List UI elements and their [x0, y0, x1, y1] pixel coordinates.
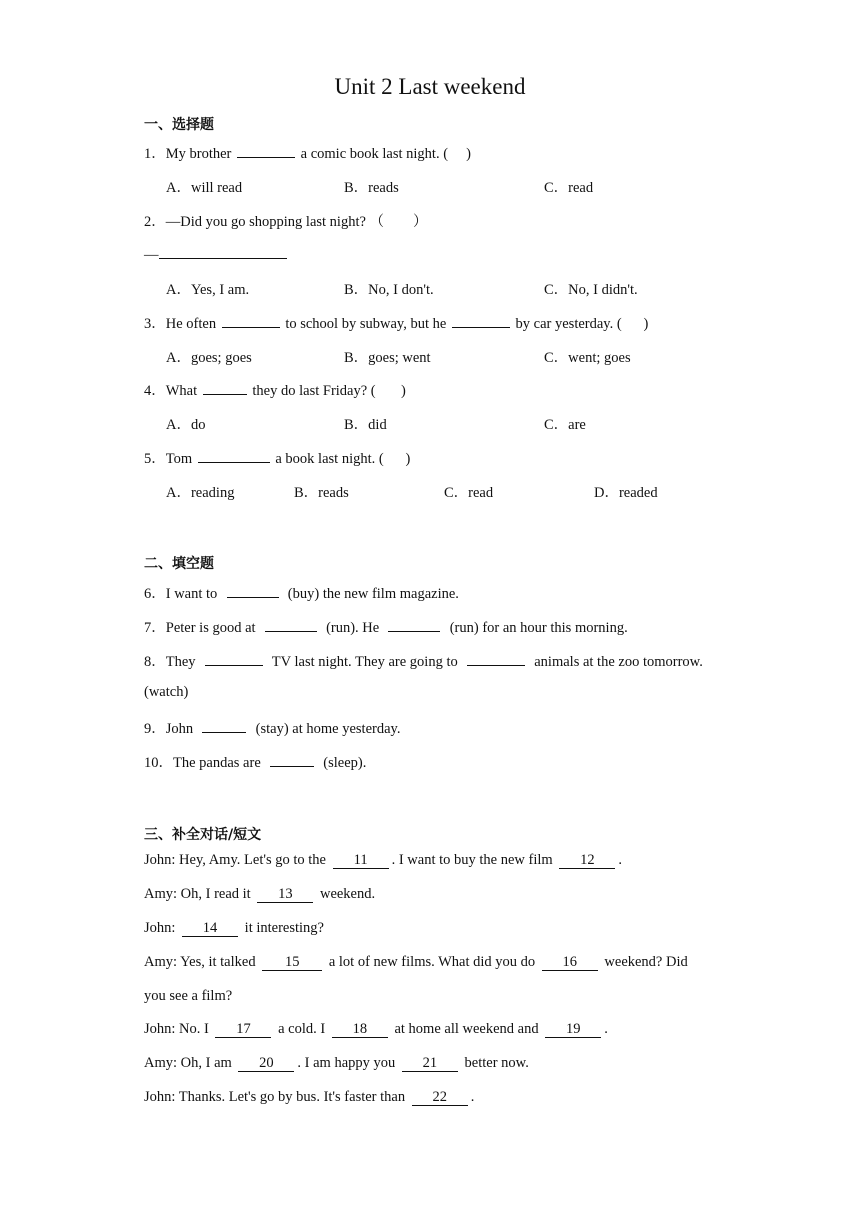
question-8: 8．They TV last night. They are going to animals at the zoo tomorrow. — [144, 650, 703, 671]
option-c[interactable]: C．No, I didn't. — [544, 282, 638, 298]
answer-blank[interactable] — [203, 380, 247, 395]
option-c[interactable]: C．are — [544, 417, 586, 433]
dialogue-line-7: Amy: Oh, I am 20 . I am happy you 21 better now. — [144, 1055, 529, 1071]
dialogue-line-1: John: Hey, Amy. Let's go to the 11 . I want to buy the new film 12 . — [144, 852, 622, 868]
numbered-blank-14[interactable]: 14 — [182, 921, 238, 937]
dialogue-line-8: John: Thanks. Let's go by bus. It's faster than 22 . — [144, 1089, 475, 1105]
dialogue-line-3: John: 14 it interesting? — [144, 920, 324, 936]
question-3: 3．He often to school by subway, but he by car yesterday. ( ) — [144, 312, 648, 333]
option-d[interactable]: D．readed — [594, 485, 658, 501]
answer-blank[interactable] — [202, 718, 246, 733]
dialogue-line-6: John: No. I 17 a cold. I 18 at home all weekend and 19 . — [144, 1021, 608, 1037]
dialogue-line-2: Amy: Oh, I read it 13 weekend. — [144, 886, 376, 902]
numbered-blank-16[interactable]: 16 — [542, 955, 598, 971]
option-c[interactable]: C．read — [544, 180, 594, 196]
option-b[interactable]: B．reads — [294, 485, 349, 501]
option-b[interactable]: B．No, I don't. — [344, 282, 434, 298]
numbered-blank-13[interactable]: 13 — [257, 887, 313, 903]
answer-blank[interactable] — [198, 448, 270, 463]
section-heading-choice: 一、选择题 — [144, 117, 214, 133]
question-10: 10．The pandas are (sleep). — [144, 751, 366, 772]
option-c[interactable]: C．read — [444, 485, 494, 501]
question-7: 7．Peter is good at (run). He (run) for an hour this morning. — [144, 616, 628, 637]
option-a[interactable]: A．reading — [166, 485, 235, 501]
answer-blank[interactable] — [222, 313, 280, 328]
dialogue-line-4: Amy: Yes, it talked 15 a lot of new films. What did you do 16 weekend? Did — [144, 954, 688, 970]
question-9: 9．John (stay) at home yesterday. — [144, 717, 400, 738]
answer-blank[interactable] — [205, 651, 263, 666]
question-6: 6．I want to (buy) the new film magazine. — [144, 582, 459, 603]
numbered-blank-17[interactable]: 17 — [215, 1022, 271, 1038]
option-a[interactable]: A．goes; goes — [166, 350, 252, 366]
numbered-blank-19[interactable]: 19 — [545, 1022, 601, 1038]
option-b[interactable]: B．reads — [344, 180, 399, 196]
numbered-blank-11[interactable]: 11 — [333, 853, 389, 869]
question-1: 1．My brother a comic book last night. ( ) — [144, 142, 471, 163]
numbered-blank-21[interactable]: 21 — [402, 1056, 458, 1072]
section-heading-dialogue: 三、补全对话/短文 — [144, 827, 262, 843]
question-2: 2．—Did you go shopping last night? （ ） — [144, 214, 428, 230]
question-2-answer-line: — — [144, 244, 287, 264]
option-a[interactable]: A．do — [166, 417, 206, 433]
answer-blank[interactable] — [388, 617, 440, 632]
answer-blank[interactable] — [237, 143, 295, 158]
section-heading-fill: 二、填空题 — [144, 556, 214, 572]
numbered-blank-12[interactable]: 12 — [559, 853, 615, 869]
answer-blank[interactable] — [265, 617, 317, 632]
answer-blank[interactable] — [467, 651, 525, 666]
option-b[interactable]: B．did — [344, 417, 387, 433]
option-b[interactable]: B．goes; went — [344, 350, 431, 366]
dialogue-line-5: you see a film? — [144, 988, 233, 1004]
numbered-blank-18[interactable]: 18 — [332, 1022, 388, 1038]
answer-blank[interactable] — [227, 583, 279, 598]
numbered-blank-22[interactable]: 22 — [412, 1090, 468, 1106]
option-c[interactable]: C．went; goes — [544, 350, 631, 366]
question-4: 4．What they do last Friday? ( ) — [144, 379, 406, 400]
answer-blank[interactable] — [270, 752, 314, 767]
page-title: Unit 2 Last weekend — [334, 74, 526, 99]
option-a[interactable]: A．will read — [166, 180, 243, 196]
option-a[interactable]: A．Yes, I am. — [166, 282, 250, 298]
answer-blank[interactable] — [159, 244, 287, 259]
answer-blank[interactable] — [452, 313, 510, 328]
question-5: 5．Tom a book last night. ( ) — [144, 447, 410, 468]
numbered-blank-20[interactable]: 20 — [238, 1056, 294, 1072]
numbered-blank-15[interactable]: 15 — [262, 955, 322, 971]
question-8-hint: (watch) — [144, 684, 189, 700]
